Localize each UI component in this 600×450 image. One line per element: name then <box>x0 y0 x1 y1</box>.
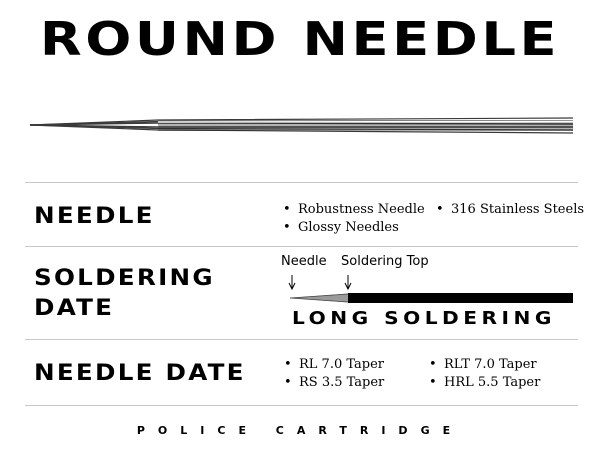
needle-features-left <box>280 201 425 237</box>
divider <box>25 246 578 247</box>
arrow-down-icon <box>345 275 351 289</box>
soldering-diagram <box>280 272 580 306</box>
list-item: • RS 3.5 Taper <box>281 374 384 392</box>
long-soldering-caption: LONG SOLDERING <box>292 308 556 329</box>
soldering-top-marker-label: Soldering Top <box>341 254 429 269</box>
list-item: • Robustness Needle <box>280 201 425 219</box>
soldering-row-label-line1: SOLDERING <box>34 266 215 291</box>
arrow-down-icon <box>289 275 295 289</box>
soldering-row-label-line2: DATE <box>34 296 115 321</box>
divider <box>25 182 578 183</box>
needle-row-label: NEEDLE <box>34 204 155 229</box>
list-item: • HRL 5.5 Taper <box>426 374 540 392</box>
list-item: • 316 Stainless Steels <box>433 201 584 219</box>
tapers-left <box>281 356 384 392</box>
needle-date-row-label: NEEDLE DATE <box>34 361 246 386</box>
list-item: • RL 7.0 Taper <box>281 356 384 374</box>
needle-illustration <box>28 108 576 140</box>
footer-brand: POLICE CARTRIDGE <box>136 424 464 437</box>
tapers-right <box>426 356 540 392</box>
needle-marker-label: Needle <box>281 254 327 269</box>
divider <box>25 405 578 406</box>
list-item: • RLT 7.0 Taper <box>426 356 540 374</box>
page-title: ROUND NEEDLE <box>39 12 561 66</box>
divider <box>25 339 578 340</box>
list-item: • Glossy Needles <box>280 219 425 237</box>
needle-features-right <box>433 201 584 219</box>
